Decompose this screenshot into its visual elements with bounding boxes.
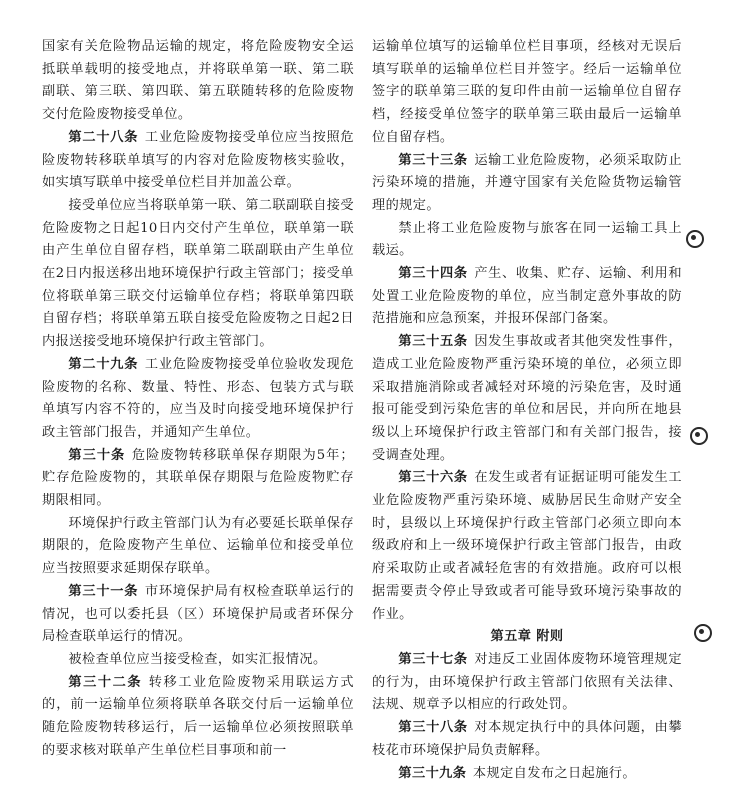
article-number: 第二十九条 [68,357,138,372]
article-text: 运输工业危险废物，必须采取防止污染环境的措施，并遵守国家有关危险货物运输管理的规定。 [372,153,682,213]
right-column [372,36,682,785]
paragraph [42,445,354,513]
article-number: 第三十九条 [398,766,466,781]
article-number: 第三十二条 [68,675,142,690]
paragraph [372,331,682,467]
paragraph [372,467,682,626]
chapter-heading: 第五章 附则 [372,626,682,649]
article-text: 接受单位应当将联单第一联、第二联副联自接受危险废物之日起10日内交付产生单位，联单第一联由产生单位自留存档，联单第二联副联由产生单位在2日内报送移出地环境保护行政主管部门；接受单位将联单第三联交付运输单位存档；将联单第四联自留存档；将联单第五联自接受危险废物之日起2日内报送接受地环境保护行政主管部门。 [42,198,354,349]
article-text: 工业危险废物接受单位验收发现危险废物的名称、数量、特性、形态、包装方式与联单填写内容不符的，应当及时向接受地环境保护行政主管部门报告，并通知产生单位。 [42,357,354,440]
article-text: 环境保护行政主管部门认为有必要延长联单保存期限的，危险废物产生单位、运输单位和接受单位应当按照要求延期保存联单。 [42,516,354,576]
paragraph [42,127,354,195]
paragraph [42,649,354,672]
paragraph [42,354,354,445]
article-text: 对违反工业固体废物环境管理规定的行为，由环境保护行政主管部门依照有关法律、法规、规章予以相应的行政处罚。 [372,652,682,712]
article-text: 产生、收集、贮存、运输、利用和处置工业危险废物的单位，应当制定意外事故的防范措施和应急预案，并报环保部门备案。 [372,266,682,326]
article-text: 市环境保护局有权检查联单运行的情况，也可以委托县（区）环境保护局或者环保分局检查联单运行的情况。 [42,584,354,644]
paragraph [372,717,682,762]
article-number: 第三十五条 [398,334,467,349]
article-text: 本规定自发布之日起施行。 [473,766,636,781]
article-number: 第三十条 [68,448,125,463]
article-number: 第三十八条 [398,720,467,735]
article-text: 转移工业危险废物采用联运方式的，前一运输单位须将联单各联交付后一运输单位随危险废物转移运行，后一运输单位必须按照联单的要求核对联单产生单位栏目事项和前一 [42,675,354,758]
article-number: 第三十六条 [398,470,467,485]
article-text: 在发生或者有证据证明可能发生工业危险废物严重污染环境、威胁居民生命财产安全时，县级以上环境保护行政主管部门必须立即向本级政府和上一级环境保护行政主管部门报告，由政府采取防止或者减轻危害的有效措施。政府可以根据需要责令停止导致或者可能导致环境污染事故的作业。 [372,470,682,621]
binding-hole-icon [686,230,704,248]
article-number: 第三十一条 [68,584,138,599]
article-number: 第三十四条 [398,266,467,281]
article-text: 因发生事故或者其他突发性事件，造成工业危险废物严重污染环境的单位，必须立即采取措施消除或者减轻对环境的污染危害，及时通报可能受到污染危害的单位和居民，并向所在地县级以上环境保护行政主管部门和有关部门报告，接受调查处理。 [372,334,682,463]
paragraph [42,581,354,649]
article-text: 工业危险废物接受单位应当按照危险废物转移联单填写的内容对危险废物核实验收，如实填写联单中接受单位栏目并加盖公章。 [42,130,354,190]
article-text: 危险废物转移联单保存期限为5年；贮存危险废物的，其联单保存期限与危险废物贮存期限相同。 [42,448,354,508]
paragraph [42,513,354,581]
article-number: 第二十八条 [68,130,138,145]
binding-hole-icon [694,624,712,642]
paragraph [42,36,354,127]
paragraph [372,218,682,263]
paragraph [42,195,354,354]
article-text: 对本规定执行中的具体问题，由攀枝花市环境保护局负责解释。 [372,720,682,758]
paragraph [372,649,682,717]
article-number: 第三十七条 [398,652,467,667]
binding-hole-icon [690,427,708,445]
paragraph [372,263,682,331]
paragraph [42,672,354,763]
article-number: 第三十三条 [398,153,467,168]
article-text: 运输单位填写的运输单位栏目事项，经核对无误后填写联单的运输单位栏目并签字。经后一运输单位签字的联单第三联的复印件由前一运输单位自留存档，经接受单位签字的联单第三联由最后一运输单位自留存档。 [372,39,682,145]
article-text: 禁止将工业危险废物与旅客在同一运输工具上载运。 [372,221,682,259]
left-column [42,36,354,763]
paragraph [372,763,682,785]
paragraph [372,150,682,218]
paragraph [372,36,682,150]
article-text: 国家有关危险物品运输的规定，将危险废物安全运抵联单载明的接受地点，并将联单第一联、第二联副联、第三联、第四联、第五联随转移的危险废物交付危险废物接受单位。 [42,39,354,122]
article-text: 被检查单位应当接受检查，如实汇报情况。 [68,652,326,667]
